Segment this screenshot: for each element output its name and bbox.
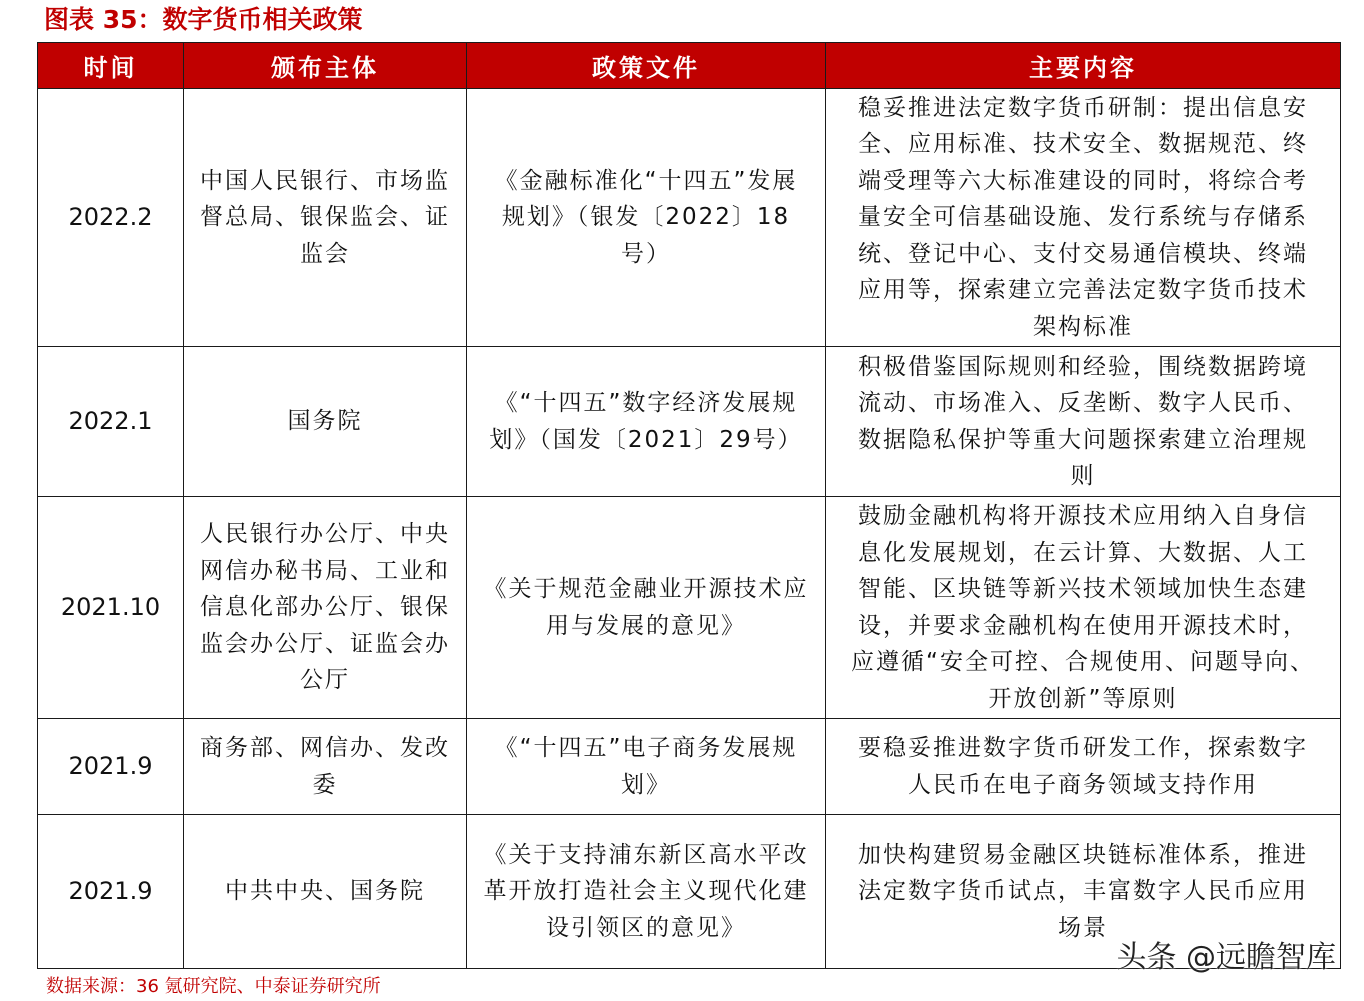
- row-content: [826, 497, 1341, 719]
- document-text: 《“十四五”数字经济发展规划》（国发〔2021〕29号）: [489, 390, 803, 453]
- document-text: 《关于规范金融业开源技术应用与发展的意见》: [483, 576, 809, 639]
- document-text: 《关于支持浦东新区高水平改革开放打造社会主义现代化建设引领区的意见》: [483, 841, 809, 941]
- issuer-text: 中国人民银行、市场监督总局、银保监会、证监会: [200, 167, 450, 267]
- document-text: 《金融标准化“十四五”发展规划》（银发〔2022〕18号）: [494, 167, 798, 267]
- row-content: [826, 719, 1341, 815]
- row-issuer: [184, 815, 467, 969]
- header-date: 时间: [38, 43, 184, 89]
- row-issuer: [184, 497, 467, 719]
- table-row: [38, 497, 1341, 719]
- header-content: 主要内容: [826, 43, 1341, 89]
- content-text: 鼓励金融机构将开源技术应用纳入自身信息化发展规划，在云计算、大数据、人工智能、区块链等新兴技术领域加快生态建设，并要求金融机构在使用开源技术时，应遵循“安全可控、合规使用、问题导向、开放创新”等原则: [851, 503, 1315, 712]
- document-text: 《“十四五”电子商务发展规划》: [494, 735, 798, 798]
- policy-table: [37, 42, 1341, 969]
- row-content: [826, 347, 1341, 497]
- row-document: [467, 497, 826, 719]
- header-document: 政策文件: [467, 43, 826, 89]
- issuer-text: 人民银行办公厅、中央网信办秘书局、工业和信息化部办公厅、银保监会办公厅、证监会办公厅: [200, 521, 450, 694]
- row-date: 2022.2: [38, 89, 184, 347]
- row-issuer: [184, 719, 467, 815]
- row-document: [467, 719, 826, 815]
- source-note: 数据来源：36 氪研究院、中泰证券研究所: [46, 976, 381, 997]
- row-date: 2022.1: [38, 347, 184, 497]
- row-document: [467, 89, 826, 347]
- row-date: 2021.9: [38, 815, 184, 969]
- table-row: [38, 347, 1341, 497]
- row-content: [826, 89, 1341, 347]
- content-text: 要稳妥推进数字货币研发工作，探索数字人民币在电子商务领域支持作用: [858, 735, 1308, 798]
- row-document: [467, 347, 826, 497]
- issuer-text: 国务院: [287, 408, 363, 435]
- content-text: 积极借鉴国际规则和经验，围绕数据跨境流动、市场准入、反垄断、数字人民币、数据隐私保护等重大问题探索建立治理规则: [858, 353, 1308, 489]
- watermark: 头条 @远瞻智库: [1116, 940, 1336, 975]
- figure-title: 图表 35：数字货币相关政策: [44, 5, 363, 34]
- content-text: 稳妥推进法定数字货币研制：提出信息安全、应用标准、技术安全、数据规范、终端受理等六大标准建设的同时，将综合考量安全可信基础设施、发行系统与存储系统、登记中心、支付交易通信模块、终端应用等，探索建立完善法定数字货币技术架构标准: [858, 94, 1308, 340]
- header-issuer: 颁布主体: [184, 43, 467, 89]
- row-issuer: [184, 347, 467, 497]
- issuer-text: 商务部、网信办、发改委: [200, 735, 450, 798]
- table-row: [38, 89, 1341, 347]
- issuer-text: 中共中央、国务院: [225, 878, 425, 905]
- row-issuer: [184, 89, 467, 347]
- content-text: 加快构建贸易金融区块链标准体系，推进法定数字货币试点，丰富数字人民币应用场景: [858, 841, 1308, 941]
- table-row: [38, 719, 1341, 815]
- row-date: 2021.9: [38, 719, 184, 815]
- row-date: 2021.10: [38, 497, 184, 719]
- row-document: [467, 815, 826, 969]
- table-header-row: [38, 43, 1341, 89]
